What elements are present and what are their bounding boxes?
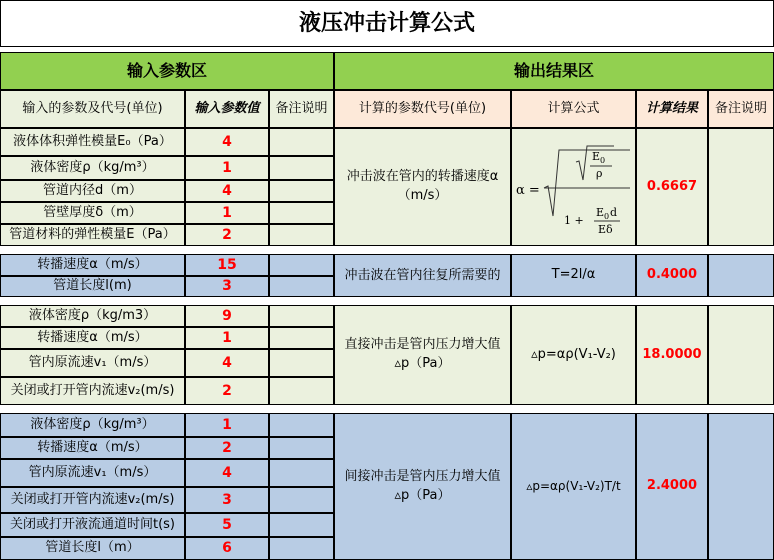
block1-param-label: 管壁厚度δ（m） (0, 202, 185, 224)
block2-note-cell[interactable] (269, 276, 334, 297)
block1-note-cell[interactable] (269, 224, 334, 246)
block4-calc-line2: ▵p（Pa） (394, 487, 451, 503)
block3-calc-param (334, 305, 511, 405)
block3-note2[interactable] (708, 305, 774, 405)
block1-input-value[interactable]: 2 (185, 224, 269, 246)
header-param: 输入的参数及代号(单位) (0, 90, 185, 128)
block1-note2[interactable] (708, 128, 774, 246)
block4-result: 2.4000 (636, 413, 708, 560)
block1-param-label: 管道内径d（m） (0, 180, 185, 202)
block3-note-cell[interactable] (269, 349, 334, 377)
block1-input-value[interactable]: 1 (185, 156, 269, 180)
block1-note-cell[interactable] (269, 128, 334, 156)
block2-param-label: 转播速度α（m/s） (0, 254, 185, 276)
block3-formula: ▵p=αρ(V₁-V₂) (511, 305, 636, 405)
header-formula: 计算公式 (511, 90, 636, 128)
block3-input-value[interactable]: 1 (185, 327, 269, 349)
block2-param-label: 管道长度l(m) (0, 276, 185, 297)
block1-calc-param: 冲击波在管内的转播速度α（m/s） (334, 128, 511, 246)
block4-param-label: 关闭或打开液流通道时间t(s) (0, 513, 185, 537)
formula-e0: E (591, 150, 600, 163)
formula-e0-2-sub: 0 (603, 212, 609, 221)
page-title: 液压冲击计算公式 (0, 0, 774, 47)
block4-note2[interactable] (708, 413, 774, 560)
block3-calc-line1: 直接冲击是管内压力增大值 (344, 337, 501, 353)
block3-input-value[interactable]: 4 (185, 349, 269, 377)
block4-input-value[interactable]: 4 (185, 459, 269, 487)
formula-d: d (609, 206, 617, 219)
block4-input-value[interactable]: 3 (185, 487, 269, 513)
formula-lhs: α = (515, 183, 540, 198)
block4-calc-line1: 间接冲击是管内压力增大值 (344, 468, 501, 484)
header-calc-param: 计算的参数代号(单位) (334, 90, 511, 128)
header-note: 备注说明 (269, 90, 334, 128)
block3-note-cell[interactable] (269, 305, 334, 327)
header-result: 计算结果 (636, 90, 708, 128)
block3-param-label: 关闭或打开管内流速v₂(m/s) (0, 377, 185, 405)
block3-result: 18.0000 (636, 305, 708, 405)
block1-param-label: 液体体积弹性模量E₀（Pa） (0, 128, 185, 156)
formula-e0-sub: 0 (599, 156, 605, 165)
formula-rho: ρ (595, 167, 602, 180)
block1-note-cell[interactable] (269, 180, 334, 202)
block4-formula: ▵p=αρ(V₁-V₂)T/t (511, 413, 636, 560)
block1-param-label: 液体密度ρ（kg/m³） (0, 156, 185, 180)
block4-note-cell[interactable] (269, 437, 334, 459)
block4-input-value[interactable]: 6 (185, 537, 269, 560)
alpha-formula-graphic (514, 132, 634, 242)
block4-note-cell[interactable] (269, 513, 334, 537)
block1-note-cell[interactable] (269, 156, 334, 180)
formula-e-delta: Eδ (597, 223, 613, 236)
block2-note2[interactable] (708, 254, 774, 297)
block3-param-label: 管内原流速v₁（m/s） (0, 349, 185, 377)
block1-input-value[interactable]: 4 (185, 180, 269, 202)
block4-param-label: 管道长度l（m） (0, 537, 185, 560)
block1-param-label: 管道材料的弹性模量E（Pa） (0, 224, 185, 246)
block1-formula (511, 128, 636, 246)
formula-one-plus: 1 + (563, 214, 584, 227)
block4-note-cell[interactable] (269, 487, 334, 513)
block3-calc-line2: ▵p（Pa） (394, 356, 451, 371)
block4-param-label: 关闭或打开管内流速v₂(m/s) (0, 487, 185, 513)
block3-input-value[interactable]: 9 (185, 305, 269, 327)
block2-input-value[interactable]: 15 (185, 254, 269, 276)
header-value: 输入参数值 (185, 90, 269, 128)
block4-param-label: 转播速度α（m/s） (0, 437, 185, 459)
block1-input-value[interactable]: 4 (185, 128, 269, 156)
block4-param-label: 液体密度ρ（kg/m³） (0, 413, 185, 437)
block3-input-value[interactable]: 2 (185, 377, 269, 405)
block4-note-cell[interactable] (269, 459, 334, 487)
outer-radical (544, 150, 630, 216)
block2-calc-param: 冲击波在管内往复所需要的 (334, 254, 511, 297)
block2-result: 0.4000 (636, 254, 708, 297)
header-note2: 备注说明 (708, 90, 774, 128)
block1-result: 0.6667 (636, 128, 708, 246)
block3-note-cell[interactable] (269, 327, 334, 349)
block4-input-value[interactable]: 1 (185, 413, 269, 437)
block3-param-label: 液体密度ρ（kg/m3） (0, 305, 185, 327)
block1-note-cell[interactable] (269, 202, 334, 224)
formula-e0-2: E (595, 206, 604, 219)
block4-param-label: 管内原流速v₁（m/s） (0, 459, 185, 487)
block3-param-label: 转播速度α（m/s） (0, 327, 185, 349)
block4-input-value[interactable]: 5 (185, 513, 269, 537)
block1-input-value[interactable]: 1 (185, 202, 269, 224)
block4-note-cell[interactable] (269, 537, 334, 560)
block2-note-cell[interactable] (269, 254, 334, 276)
block4-note-cell[interactable] (269, 413, 334, 437)
block4-input-value[interactable]: 2 (185, 437, 269, 459)
output-section-header: 输出结果区 (334, 52, 774, 90)
block4-calc-param (334, 413, 511, 560)
input-section-header: 输入参数区 (0, 52, 334, 90)
block3-note-cell[interactable] (269, 377, 334, 405)
block2-input-value[interactable]: 3 (185, 276, 269, 297)
block2-formula: T=2l/α (511, 254, 636, 297)
